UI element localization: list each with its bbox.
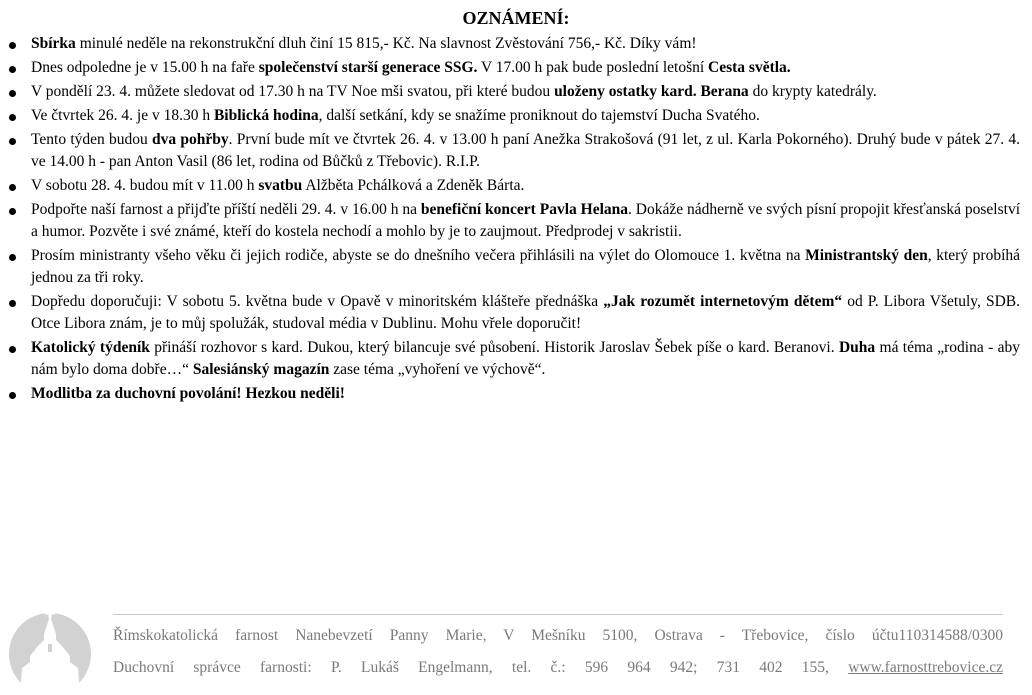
text: V pondělí 23. 4. můžete sledovat od 17.30 h na TV Noe mši svatou, při které budou bbox=[31, 83, 555, 100]
footer-divider bbox=[113, 614, 1003, 615]
bold-text: Duha bbox=[838, 339, 876, 356]
text: Alžběta Pchálková a Zdeněk Bárta. bbox=[302, 177, 525, 194]
announcement-item bbox=[0, 175, 1032, 197]
website-link[interactable]: www.farnosttrebovice.cz bbox=[848, 659, 1003, 676]
bold-text: „Jak rozumět internetovým dětem“ bbox=[603, 293, 843, 310]
footer-contact-text: Duchovní správce farnosti: P. Lukáš Engelmann, tel. č.: 596 964 942; 731 402 155, bbox=[113, 659, 849, 676]
announcement-item bbox=[0, 337, 1032, 381]
bold-text: Ministrantský den bbox=[805, 247, 928, 264]
bold-text: Salesiánský magazín bbox=[192, 361, 330, 378]
text: V 17.00 h pak bude poslední letošní bbox=[477, 59, 709, 76]
text: Dopředu doporučuji: V sobotu 5. května bude v Opavě v minoritském klášteře přednáška bbox=[31, 293, 604, 310]
footer-contact bbox=[113, 658, 1003, 678]
text: minulé neděle na rekonstrukční dluh činí 15 815,- Kč. Na slavnost Zvěstování 756,- Kč. Díky vám! bbox=[75, 35, 697, 52]
text: přináší rozhovor s kard. Dukou, který bilancuje své působení. Historik Jaroslav Šebek píše o kard. Beranovi. bbox=[149, 339, 839, 356]
announcement-item bbox=[0, 105, 1032, 127]
page-title: OZNÁMENÍ: bbox=[462, 8, 570, 28]
text: má téma „rodina - aby nám bylo doma dobře…“ bbox=[31, 339, 1020, 378]
announcement-item bbox=[0, 33, 1032, 55]
bold-text: dva pohřby bbox=[152, 131, 229, 148]
announcement-item bbox=[0, 199, 1032, 243]
church-silhouette-icon bbox=[8, 604, 92, 695]
text: Ve čtvrtek 26. 4. je v 18.30 h bbox=[31, 107, 214, 124]
text: Dnes odpoledne je v 15.00 h na faře bbox=[31, 59, 259, 76]
announcement-item bbox=[0, 291, 1032, 335]
text: . Dokáže nádherně ve svých písní propojit křesťanská poselství a humor. Pozvěte i své známé, kteří do kostela nechodí a mohlo by je to zaujmout. Předprodej v sakristii. bbox=[31, 201, 1021, 240]
bold-text: Cesta světla. bbox=[708, 59, 791, 76]
text: Prosím ministranty všeho věku či jejich rodiče, abyste se do dnešního večera přihlásili na výlet do Olomouce 1. května na bbox=[31, 247, 806, 264]
bold-text: Katolický týdeník bbox=[31, 339, 150, 356]
bold-text: uloženy ostatky kard. Berana bbox=[554, 83, 749, 100]
bold-text: benefiční koncert Pavla Helana bbox=[420, 201, 629, 218]
bold-text: Modlitba za duchovní povolání! Hezkou neděli! bbox=[31, 385, 345, 402]
footer-parish-info: Římskokatolická farnost Nanebevzetí Panny Marie, V Mešníku 5100, Ostrava - Třebovice, číslo účtu110314588/0300 bbox=[113, 627, 1003, 644]
announcement-item bbox=[0, 81, 1032, 103]
announcement-item bbox=[0, 57, 1032, 79]
bold-text: Sbírka bbox=[31, 35, 76, 52]
text: od P. Libora Všetuly, SDB. Otce Libora znám, je to můj spolužák, studoval média v Dublinu. Mohu vřele doporučit! bbox=[31, 293, 1020, 332]
text: . První bude mít ve čtvrtek 26. 4. v 13.00 h paní Anežka Strakošová (91 let, z ul. Karla Pokorného). Druhý bude v pátek 27. 4. ve 14.00 h - pan Anton Vasil (86 let, rodina od Bůčků z Třebovic). R.I.P. bbox=[31, 131, 1020, 170]
bold-text: společenství starší generace SSG. bbox=[258, 59, 478, 76]
text: Tento týden budou bbox=[31, 131, 153, 148]
text: zase téma „vyhoření ve výchově“. bbox=[329, 361, 546, 378]
announcement-list bbox=[0, 33, 1032, 407]
bold-text: Biblická hodina bbox=[213, 107, 319, 124]
bold-text: svatbu bbox=[258, 177, 303, 194]
announcement-item bbox=[0, 129, 1032, 173]
text: , další setkání, kdy se snažíme proniknout do tajemství Ducha Svatého. bbox=[318, 107, 760, 124]
text: Podpořte naší farnost a přijďte příští neděli 29. 4. v 16.00 h na bbox=[31, 201, 421, 218]
text: do krypty katedrály. bbox=[748, 83, 877, 100]
text: , který probíhá jednou za tři roky. bbox=[31, 247, 1021, 286]
announcement-item bbox=[0, 245, 1032, 289]
text: V sobotu 28. 4. budou mít v 11.00 h bbox=[31, 177, 259, 194]
announcement-item bbox=[0, 383, 1032, 405]
